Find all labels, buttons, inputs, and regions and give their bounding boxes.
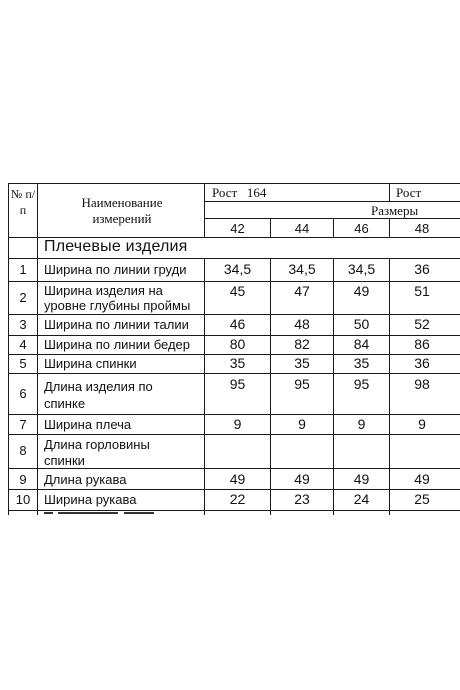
cell: 25 <box>414 491 430 507</box>
header-height-2: Рост <box>396 185 422 200</box>
row-name: Длина горловины спинки <box>44 437 150 468</box>
cell: 35 <box>229 355 246 371</box>
row-name: Ширина по линии талии <box>44 317 189 332</box>
cell: 82 <box>294 336 310 352</box>
row-num: 3 <box>19 317 27 332</box>
row-num: 7 <box>19 417 27 432</box>
row-name: Ширина рукава <box>44 492 137 507</box>
cell: 84 <box>353 336 370 352</box>
row-line <box>8 258 460 259</box>
cell: 23 <box>294 491 310 507</box>
cell: 51 <box>414 283 430 299</box>
row-line <box>8 373 460 374</box>
row-line <box>8 489 460 490</box>
table-top-border <box>8 183 460 184</box>
row-name: Ширина спинки <box>44 356 137 371</box>
cell: 50 <box>353 316 370 332</box>
cell: 49 <box>353 283 370 299</box>
row-name: Ширина по линии бедер <box>44 337 191 352</box>
cell: 49 <box>414 471 430 487</box>
cell: 34,5 <box>223 261 252 277</box>
row-num: 8 <box>19 443 27 458</box>
row-line <box>8 281 460 282</box>
col-line <box>37 183 38 515</box>
cell: 86 <box>414 336 430 352</box>
header-sizes: Размеры <box>371 203 419 218</box>
row-line <box>8 414 460 415</box>
header-height-164: Рост 164 <box>212 185 267 200</box>
cell: 46 <box>229 316 246 332</box>
cell: 36 <box>414 261 430 277</box>
row-num: 2 <box>19 290 27 305</box>
row-name: Ширина по линии груди <box>44 262 187 277</box>
col-line <box>389 183 390 201</box>
cell: 9 <box>233 416 242 432</box>
header-rule-height <box>204 201 460 202</box>
cell: 9 <box>418 416 426 432</box>
cell: 22 <box>229 491 246 507</box>
cell: 48 <box>294 316 310 332</box>
cropped-row-fragment <box>44 512 156 515</box>
row-line <box>8 510 460 511</box>
header-rule-sizes <box>204 218 460 219</box>
row-name: Длина рукава <box>44 472 127 487</box>
cell: 34,5 <box>288 261 316 277</box>
size-44: 44 <box>294 221 310 236</box>
header-num: № п/ п <box>10 187 36 217</box>
row-num: 5 <box>19 356 27 371</box>
row-num: 4 <box>19 337 27 352</box>
row-line <box>8 314 460 315</box>
header-name: Наименование измерений <box>81 195 163 226</box>
cell: 95 <box>294 376 310 392</box>
row-name: Ширина изделия на уровне глубины проймы <box>44 283 191 313</box>
cell: 52 <box>414 316 430 332</box>
cell: 9 <box>357 416 366 432</box>
row-line <box>8 434 460 435</box>
cell: 49 <box>294 471 310 487</box>
row-name: Длина изделия по спинке <box>44 379 153 411</box>
cell: 35 <box>353 355 370 371</box>
size-46: 46 <box>354 221 369 236</box>
size-48: 48 <box>414 221 430 236</box>
cell: 45 <box>229 283 246 299</box>
cell: 95 <box>229 376 246 392</box>
section-title: Плечевые изделия <box>44 238 188 255</box>
row-num: 1 <box>19 262 27 277</box>
size-42: 42 <box>230 221 245 236</box>
cell: 35 <box>294 355 310 371</box>
cell: 80 <box>229 336 246 352</box>
row-num: 9 <box>19 472 27 487</box>
cell: 49 <box>353 471 370 487</box>
cell: 36 <box>414 355 430 371</box>
row-num: 6 <box>19 386 27 401</box>
cell: 49 <box>229 471 246 487</box>
cell: 47 <box>294 283 310 299</box>
cell: 98 <box>414 376 430 392</box>
cell: 9 <box>298 416 306 432</box>
cell: 95 <box>353 376 370 392</box>
row-name: Ширина плеча <box>44 417 132 432</box>
cell: 24 <box>353 491 370 507</box>
row-num: 10 <box>15 492 31 507</box>
cell: 34,5 <box>347 261 376 277</box>
